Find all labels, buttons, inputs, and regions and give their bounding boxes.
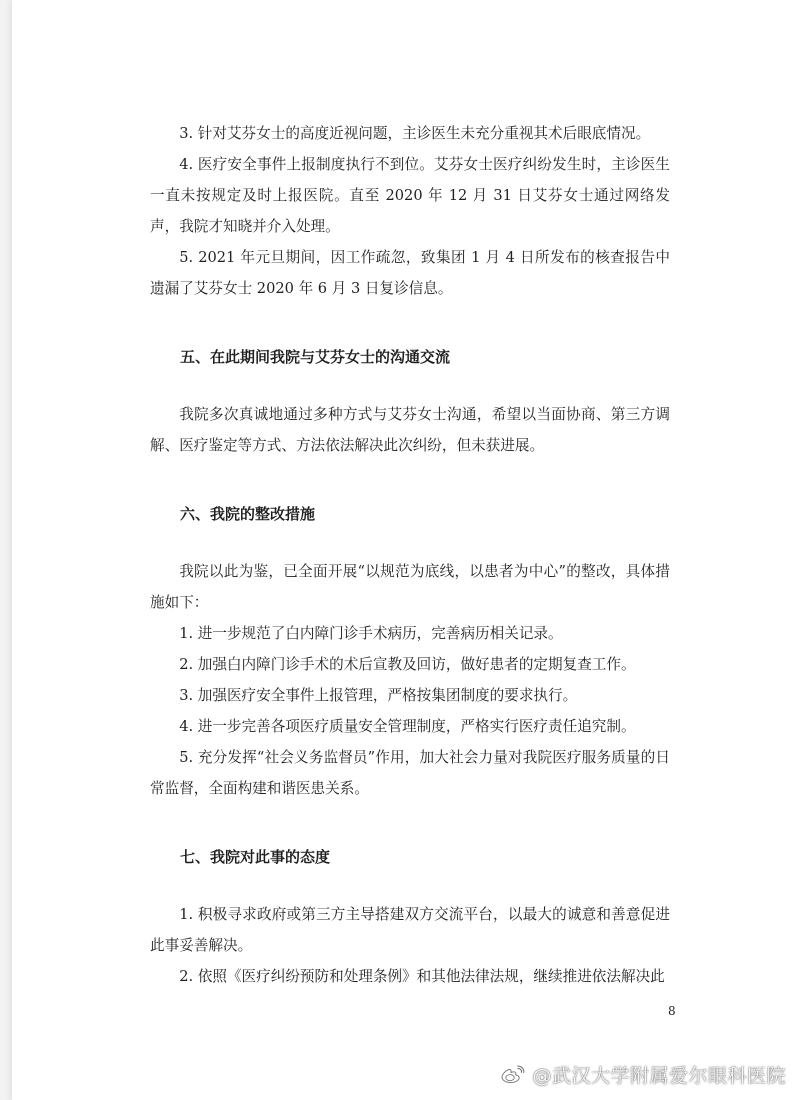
paragraph: 4. 医疗安全事件上报制度执行不到位。艾芬女士医疗纠纷发生时，主诊医生一直未按规定及时上报医院。直至 2020 年 12 月 31 日艾芬女士通过网络发声，我院才知晓并介入处理。 <box>150 156 670 235</box>
list-item: 5. 充分发挥“社会义务监督员”作用，加大社会力量对我院医疗服务质量的日常监督，全面构建和谐医患关系。 <box>150 749 670 797</box>
paragraph: 我院多次真诚地通过多种方式与艾芬女士沟通，希望以当面协商、第三方调解、医疗鉴定等方式、方法依法解决此次纠纷，但未获进展。 <box>150 406 670 454</box>
list-item: 2. 依照《医疗纠纷预防和处理条例》和其他法律法规，继续推进依法解决此 <box>179 968 665 985</box>
watermark-text: @武汉大学附属爱尔眼科医院 <box>532 1065 786 1087</box>
document-body <box>150 118 670 992</box>
weibo-icon <box>500 1065 526 1085</box>
list-item: 2. 加强白内障门诊手术的术后宣教及回访，做好患者的定期复查工作。 <box>179 656 636 673</box>
page-number: 8 <box>668 1004 676 1018</box>
list-item: 1. 积极寻求政府或第三方主导搭建双方交流平台，以最大的诚意和善意促进此事妥善解决。 <box>150 906 670 954</box>
paragraph: 3. 针对艾芬女士的高度近视问题，主诊医生未充分重视其术后眼底情况。 <box>179 125 651 142</box>
section-heading-7: 七、我院对此事的态度 <box>180 848 331 866</box>
list-item: 3. 加强医疗安全事件上报管理，严格按集团制度的要求执行。 <box>179 687 578 704</box>
section-heading-5: 五、在此期间我院与艾芬女士的沟通交流 <box>180 348 451 366</box>
paragraph: 我院以此为鉴，已全面开展“以规范为底线，以患者为中心”的整改，具体措施如下： <box>150 563 670 611</box>
list-item: 4. 进一步完善各项医疗质量安全管理制度，严格实行医疗责任追究制。 <box>179 718 636 735</box>
paragraph: 5. 2021 年元旦期间，因工作疏忽，致集团 1 月 4 日所发布的核查报告中遗漏了艾芬女士 2020 年 6 月 3 日复诊信息。 <box>150 249 670 297</box>
section-heading-6: 六、我院的整改措施 <box>180 505 316 523</box>
list-item: 1. 进一步规范了白内障门诊手术病历，完善病历相关记录。 <box>179 625 563 642</box>
weibo-watermark <box>500 1061 786 1088</box>
document-page <box>12 0 800 1100</box>
